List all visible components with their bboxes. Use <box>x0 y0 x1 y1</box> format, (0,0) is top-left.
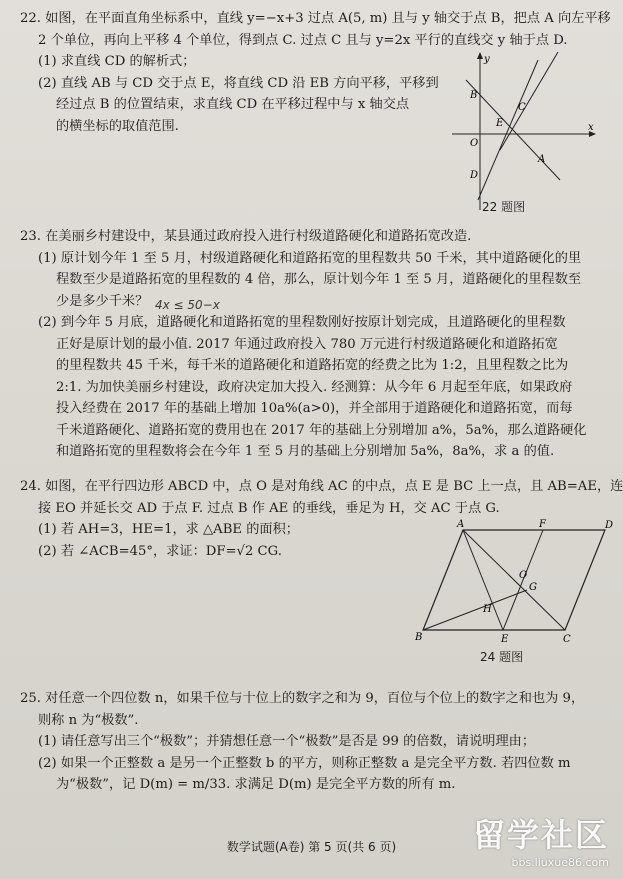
q23-part-2-line-6: 千米道路硬化、道路拓宽的费用也在 2017 年的基础上分别增加 a%，5a%，那么道路硬化 <box>56 422 587 438</box>
q24-part-2: (2) 若 ∠ACB=45°，求证：DF=√2 CG. <box>38 543 282 559</box>
q23-part-2-line-7: 和道路拓宽的里程数将会在今年 1 至 5 月的基础上分别增加 5a%，8a%，求 a 的值. <box>56 444 555 459</box>
q22-label-b: B <box>470 90 478 101</box>
q22-label-o: O <box>470 138 479 149</box>
watermark-url: bbs.liuxue86.com <box>511 856 609 869</box>
q23-part-2-line-2: 正好是原计划的最小值. 2017 年通过政府投入 780 万元进行村级道路硬化和道路拓宽 <box>56 336 558 352</box>
q24-label-f: F <box>539 519 546 530</box>
q23-part-2-line-5: 投入经费在 2017 年的基础上增加 10a%(a>0)，并全部用于道路硬化和道路拓宽，而每 <box>56 401 573 416</box>
q25-line-2: 则称 n 为“极数”. <box>38 712 139 728</box>
q24-line-1: 24. 如图，在平行四边形 ABCD 中，点 O 是对角线 AC 的中点，点 E 是 BC 上一点，且 AB=AE，连 <box>20 479 623 494</box>
q24-label-b: B <box>415 632 423 643</box>
q25-part-1: (1) 请任意写出三个“极数”；并猜想任意一个“极数”是否是 99 的倍数，请说明理由； <box>38 734 536 749</box>
q23-part-2-line-3: 的里程数共 45 千米，每千米的道路硬化和道路拓宽的经费之比为 1:2，且里程数之比为 <box>56 358 569 373</box>
q24-label-c: C <box>563 634 571 645</box>
handwritten-note: 4x ≤ 50−x <box>155 298 220 312</box>
question-25 <box>20 688 610 796</box>
q22-label-y: y <box>484 54 490 65</box>
q24-label-e: E <box>501 634 509 645</box>
q24-line-2: 接 EO 并延长交 AD 于点 F. 过点 B 作 AE 的垂线，垂足为 H，交 AC 于点 G. <box>38 500 500 516</box>
q23-part-2-line-4: 2:1. 为加快美丽乡村建设，政府决定加大投入. 经测算：从今年 6 月起至年底，如果政府 <box>56 379 573 395</box>
q22-part-2-line-3: 的横坐标的取值范围. <box>56 118 179 134</box>
q24-label-d: D <box>605 520 614 531</box>
q22-line-2: 2 个单位，再向上平移 4 个单位，得到点 C. 过点 C 且与 y=2x 平行的直线交 y 轴于点 D. <box>38 32 568 48</box>
q22-line-1: 22. 如图，在平面直角坐标系中，直线 y=−x+3 过点 A(5, m) 且与 y 轴交于点 B，把点 A 向左平移 <box>20 11 611 26</box>
q24-parallelogram-figure <box>415 518 615 648</box>
q24-label-h: H <box>483 604 492 615</box>
q25-part-2-line-1: (2) 如果一个正整数 a 是另一个正整数 b 的平方，则称正整数 a 是完全平方数. 若四位数 m <box>38 755 571 771</box>
site-watermark <box>473 810 609 869</box>
q25-part-2-line-2: 为“极数”，记 D(m) = m/33. 求满足 D(m) 是完全平方数的所有 m. <box>56 777 456 792</box>
q23-part-1-line-2: 程数至少是道路拓宽的里程数的 4 倍，那么，原计划今年 1 至 5 月，道路硬化的里程数至 <box>56 272 582 287</box>
q23-part-2-line-1: (2) 到今年 5 月底，道路硬化和道路拓宽的里程数刚好按原计划完成，且道路硬化的里程数 <box>38 315 566 330</box>
q22-figure-caption: 22 题图 <box>482 200 526 214</box>
q25-line-1: 25. 对任意一个四位数 n，如果千位与十位上的数字之和为 9，百位与个位上的数字之和也为 9， <box>20 691 585 706</box>
q23-part-1-line-1: (1) 原计划今年 1 至 5 月，村级道路硬化和道路拓宽的里程数共 50 千米，其中道路硬化的里 <box>38 250 582 266</box>
q23-line-1: 23. 在美丽乡村建设中，某县通过政府投入进行村级道路硬化和道路拓宽改造. <box>20 229 472 244</box>
q23-part-1-line-3: 少是多少千米？ <box>56 293 149 309</box>
page-footer: 数学试题(A卷) 第 5 页(共 6 页) <box>226 840 397 854</box>
question-23 <box>20 226 610 463</box>
q22-part-2-line-1: (2) 直线 AB 与 CD 交于点 E，将直线 CD 沿 EB 方向平移，平移到 <box>38 75 439 91</box>
q22-label-e: E <box>496 118 504 129</box>
q24-part-1: (1) 若 AH=3，HE=1，求 △ABE 的面积； <box>38 522 299 537</box>
watermark-logo-text: 留学社区 <box>472 816 609 854</box>
q22-label-x: x <box>588 122 594 133</box>
q24-label-g: G <box>529 582 537 593</box>
q22-part-2-line-2: 经过点 B 的位置结束，求直线 CD 在平移过程中与 x 轴交点 <box>56 97 410 112</box>
q24-label-o: O <box>519 570 528 581</box>
q24-figure-caption: 24 题图 <box>480 650 524 664</box>
q24-label-a: A <box>457 519 465 530</box>
q22-label-c: C <box>518 102 526 113</box>
q22-label-d: D <box>470 170 479 181</box>
q22-label-a: A <box>538 154 546 165</box>
q22-part-1: (1) 求直线 CD 的解析式； <box>38 54 196 69</box>
q22-coordinate-figure <box>448 50 598 215</box>
